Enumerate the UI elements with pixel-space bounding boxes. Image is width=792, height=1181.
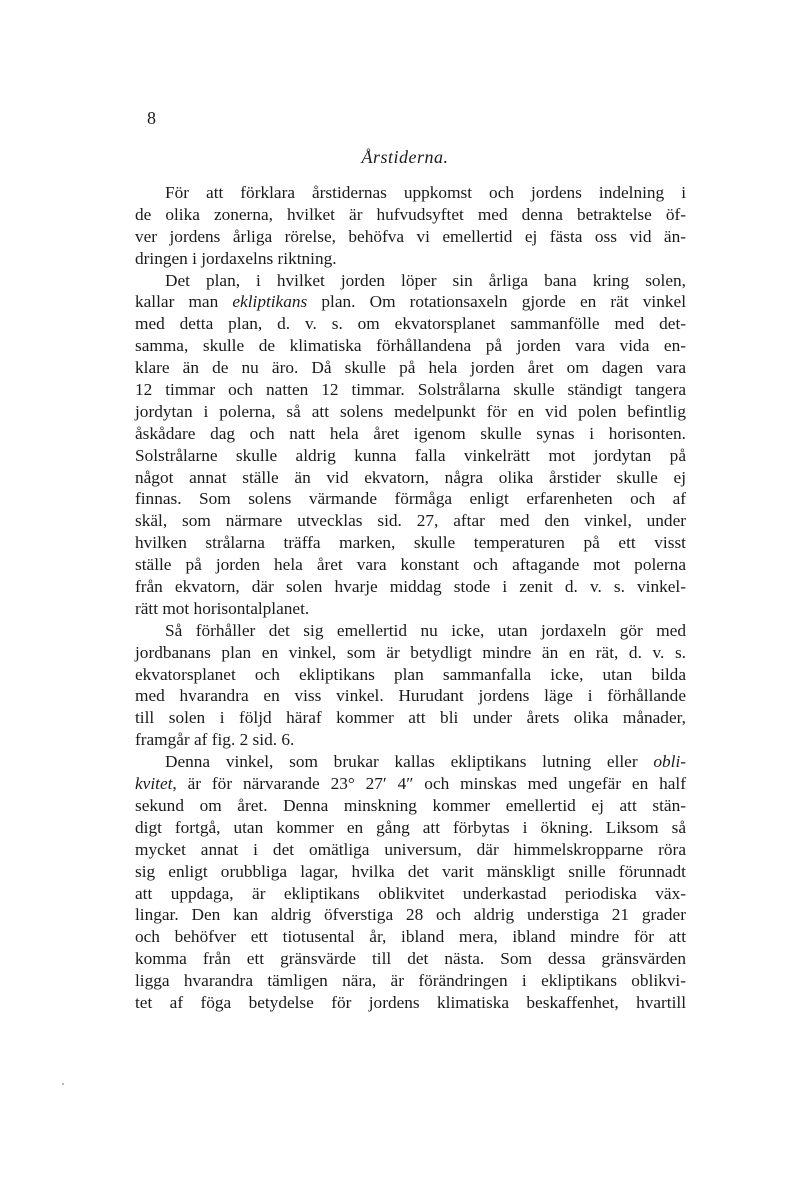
text-line: något annat ställe än vid ekvatorn, några olika årstider skulle ej: [135, 467, 686, 487]
text-line: klare än de nu äro. Då skulle på hela jorden året om dagen vara: [135, 358, 686, 378]
text-line: 12 timmar och natten 12 timmar. Solstrålarna skulle ständigt tangera: [135, 380, 686, 400]
text-line: Så förhåller det sig emellertid nu icke, utan jordaxeln gör med: [165, 620, 686, 640]
text-line: Solstrålarne skulle aldrig kunna falla vinkelrätt mot jordytan på: [135, 445, 686, 465]
text-line: de olika zonerna, hvilket är hufvudsyftet med denna betraktelse öf-: [135, 204, 686, 224]
text-line: kvitet, är för närvarande 23° 27′ 4″ och minskas med ungefär en half: [135, 774, 686, 794]
text-line: För att förklara årstidernas uppkomst och jordens indelning i: [165, 183, 686, 202]
page-number: 8: [147, 108, 156, 128]
emphasis-term: ekliptikans: [232, 292, 308, 312]
text-line: med detta plan, d. v. s. om ekvatorsplanet sammanfölle med det-: [135, 314, 686, 334]
text-line: sekund om året. Denna minskning kommer emellertid ej att stän-: [135, 795, 686, 815]
text-line: ver jordens årliga rörelse, behöfva vi emellertid ej fästa oss vid än-: [135, 226, 686, 246]
text-line: hvilken strålarna träffa marken, skulle temperaturen på ett visst: [135, 533, 686, 553]
text-line: skäl, som närmare utvecklas sid. 27, aftar med den vinkel, under: [135, 511, 686, 531]
text-line: kallar man ekliptikans plan. Om rotationsaxeln gjorde en rät vinkel: [135, 292, 686, 312]
text-line: ekvatorsplanet och ekliptikans plan sammanfalla icke, utan bilda: [135, 664, 686, 684]
text-line: lingar. Den kan aldrig öfverstiga 28 och aldrig understiga 21 grader: [135, 905, 686, 925]
text-line: komma från ett gränsvärde till det nästa. Som dessa gränsvärden: [135, 949, 686, 969]
text-line: ligga hvarandra tämligen nära, är förändringen i ekliptikans oblikvi-: [135, 971, 686, 991]
text-line: från ekvatorn, där solen hvarje middag stode i zenit d. v. s. vinkel-: [135, 577, 686, 597]
text-line: och behöfver ett tiotusental år, ibland mera, ibland mindre för att: [135, 927, 686, 947]
text-line: tet af föga betydelse för jordens klimatiska beskaffenhet, hvartill: [135, 992, 686, 1012]
emphasis-term: kvitet: [135, 774, 173, 794]
emphasis-term: obli-: [653, 752, 686, 772]
body-text: [135, 182, 686, 1014]
text-line: digt fortgå, utan kommer en gång att förbytas i ökning. Liksom så: [135, 817, 686, 837]
section-title: Årstiderna.: [361, 147, 449, 167]
text-line: finnas. Som solens värmande förmåga enligt erfarenheten och af: [135, 489, 686, 509]
text-line: Denna vinkel, som brukar kallas ekliptikans lutning eller obli-: [165, 752, 686, 772]
text-line: ställe på jorden hela året vara konstant och aftagande mot polerna: [135, 555, 686, 575]
text-line: med hvarandra en viss vinkel. Hurudant jordens läge i förhållande: [135, 686, 686, 706]
text-line: Det plan, i hvilket jorden löper sin årliga bana kring solen,: [165, 270, 686, 290]
text-line: till solen i följd häraf kommer att bli under årets olika månader,: [135, 708, 686, 728]
text-line: rätt mot horisontalplanet.: [135, 598, 310, 618]
text-line: åskådare dag och natt hela året igenom skulle synas i horisonten.: [135, 423, 686, 443]
text-line: framgår af fig. 2 sid. 6.: [135, 730, 295, 750]
text-line: jordbanans plan en vinkel, som är betydligt mindre än en rät, d. v. s.: [135, 642, 686, 662]
paper-speck: [62, 1083, 64, 1085]
text-line: jordytan i polerna, så att solens medelpunkt för en vid polen befintlig: [135, 401, 686, 421]
text-line: sig enligt orubbliga lagar, hvilka det varit mänskligt snille förunnadt: [135, 861, 686, 881]
text-line: samma, skulle de klimatiska förhållandena på jorden vara vida en-: [135, 336, 686, 356]
text-line: dringen i jordaxelns riktning.: [135, 248, 337, 268]
text-line: att uppdaga, är ekliptikans oblikvitet underkastad periodiska väx-: [135, 883, 686, 903]
text-line: mycket annat i det omätliga universum, där himmelskropparne röra: [135, 839, 686, 859]
